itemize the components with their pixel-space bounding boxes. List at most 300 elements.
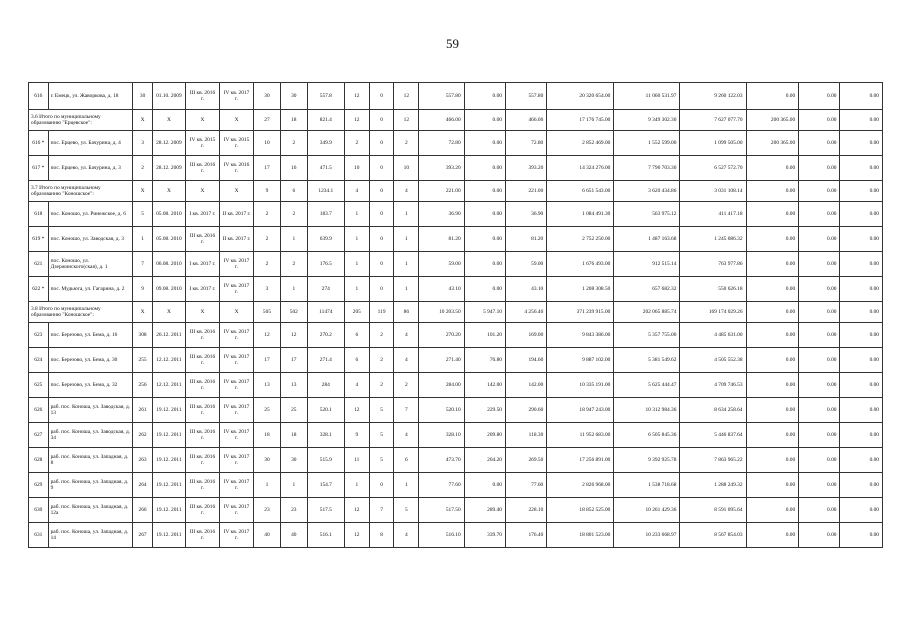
table-cell: 18 852 525.00: [547, 498, 614, 523]
table-cell: 0.00: [746, 156, 799, 181]
table-cell: раб. пос. Коноша, ул. Западная, д. 8: [48, 448, 133, 473]
table-cell: 10 312 984.36: [614, 398, 680, 423]
table-cell: 11: [344, 448, 369, 473]
table-cell: 194.60: [505, 348, 546, 373]
table-cell: 0.00: [840, 473, 883, 498]
table-cell: 12.12. 2011: [152, 348, 185, 373]
table-row: [29, 498, 883, 523]
table-cell: 0.00: [799, 323, 840, 348]
table-cell: 30: [254, 448, 281, 473]
table-cell: 0.00: [799, 498, 840, 523]
table-cell: 0: [369, 252, 394, 277]
table-cell: 557.80: [419, 83, 464, 110]
table-cell: I кв. 2017 г.: [185, 202, 219, 227]
table-cell: 2: [344, 131, 369, 156]
table-cell: 0.00: [840, 302, 883, 323]
table-cell: 471.5: [307, 156, 344, 181]
table-cell: 0.00: [799, 423, 840, 448]
table-cell: 2: [254, 202, 281, 227]
table-cell: 0.00: [799, 373, 840, 398]
table-cell: 0.00: [464, 156, 505, 181]
table-cell: 119: [369, 302, 394, 323]
table-cell: 11 952 683.00: [547, 423, 614, 448]
table-cell: 0.00: [746, 348, 799, 373]
table-cell: IV кв. 2017 г.: [219, 498, 253, 523]
table-cell: 9: [344, 423, 369, 448]
table-cell: 36.90: [505, 202, 546, 227]
table-cell: 0.00: [840, 252, 883, 277]
table-cell: 30: [133, 83, 153, 110]
table-cell: 86: [394, 302, 419, 323]
table-cell: 269.50: [505, 448, 546, 473]
table-cell: II кв. 2017 г.: [219, 227, 253, 252]
table-cell: 550 626.18: [680, 277, 746, 302]
table-cell: 101.20: [464, 323, 505, 348]
table-cell: 393.20: [505, 156, 546, 181]
table-cell: 9 843 386.00: [547, 323, 614, 348]
table-cell: 43.10: [419, 277, 464, 302]
table-cell: 0.00: [799, 473, 840, 498]
table-cell: 0.00: [799, 348, 840, 373]
table-cell: 1: [344, 202, 369, 227]
table-cell: 28.12. 2009: [152, 156, 185, 181]
table-cell: 01.10. 2009: [152, 83, 185, 110]
table-cell: 271.40: [419, 348, 464, 373]
table-cell: 77.60: [505, 473, 546, 498]
table-cell: 0.00: [840, 523, 883, 548]
table-cell: 72.80: [419, 131, 464, 156]
table-cell: III кв. 2016 г.: [185, 498, 219, 523]
table-cell: 183.7: [307, 202, 344, 227]
table-cell: 30: [280, 448, 307, 473]
table-cell: пос. Ерцево, ул. Бачурина, д. 4: [48, 131, 133, 156]
table-cell: 5: [394, 498, 419, 523]
table-cell: 0.00: [840, 498, 883, 523]
table-cell: 12: [344, 523, 369, 548]
table-cell: 23: [254, 498, 281, 523]
table-cell: 7 796 703.30: [614, 156, 680, 181]
table-cell: 267: [133, 523, 153, 548]
table-cell: 12: [344, 398, 369, 423]
table-cell: 202 065 885.74: [614, 302, 680, 323]
table-cell: 1 245 086.32: [680, 227, 746, 252]
table-row: [29, 448, 883, 473]
table-cell: 7: [394, 398, 419, 423]
table-cell: 1: [133, 227, 153, 252]
table-cell: 19.12. 2011: [152, 523, 185, 548]
table-cell: III кв. 2016 г.: [185, 83, 219, 110]
table-cell: 0: [369, 473, 394, 498]
table-cell: 0.00: [746, 277, 799, 302]
table-cell: 1 552 599.00: [614, 131, 680, 156]
page-number: 59: [446, 36, 459, 51]
table-cell: 0.00: [799, 202, 840, 227]
table-cell: 3.6 Итого по муниципальному образованию "Ерцевское":: [29, 110, 133, 131]
table-cell: IV кв. 2017 г.: [219, 348, 253, 373]
table-cell: 0.00: [840, 202, 883, 227]
table-cell: 0.00: [746, 252, 799, 277]
table-cell: 4: [344, 373, 369, 398]
table-cell: IV кв. 2017 г.: [219, 473, 253, 498]
table-cell: 4 485 631.00: [680, 323, 746, 348]
table-cell: 221.00: [419, 181, 464, 202]
table-cell: 628: [29, 448, 49, 473]
table-cell: 1: [280, 473, 307, 498]
table-cell: 40: [254, 523, 281, 548]
table-cell: 12: [344, 110, 369, 131]
table-cell: 12: [280, 323, 307, 348]
table-cell: 4 505 552.38: [680, 348, 746, 373]
table-cell: 256: [133, 373, 153, 398]
table-cell: 0.00: [746, 323, 799, 348]
subtotal-row: [29, 181, 883, 202]
table-cell: 0.00: [464, 277, 505, 302]
table-cell: пос. Ерцево, ул. Бачурина, д. 3: [48, 156, 133, 181]
table-cell: 19.12. 2011: [152, 448, 185, 473]
table-cell: 0: [369, 83, 394, 110]
table-cell: I кв. 2017 г.: [185, 277, 219, 302]
table-cell: X: [152, 110, 185, 131]
table-cell: 263: [133, 448, 153, 473]
table-row: [29, 473, 883, 498]
table-cell: 1: [394, 473, 419, 498]
table-cell: III кв. 2016 г.: [185, 227, 219, 252]
table-cell: 0.00: [746, 373, 799, 398]
table-cell: 81.20: [419, 227, 464, 252]
table-cell: 0.00: [746, 523, 799, 548]
table-cell: 0.00: [840, 156, 883, 181]
table-cell: 9 260 122.03: [680, 83, 746, 110]
table-cell: 0.00: [840, 277, 883, 302]
table-cell: пос. Коношо, ул. Ринежское, д. 6: [48, 202, 133, 227]
table-cell: раб. пос. Коноша, ул. Западная, д. 14: [48, 523, 133, 548]
table-cell: 10: [254, 131, 281, 156]
table-cell: 328.10: [419, 423, 464, 448]
table-cell: 912 515.14: [614, 252, 680, 277]
table-cell: 255: [133, 348, 153, 373]
table-cell: 18 801 523.00: [547, 523, 614, 548]
table-cell: 7 863 965.22: [680, 448, 746, 473]
table-row: [29, 348, 883, 373]
table-cell: IV кв. 2015 г.: [185, 131, 219, 156]
table-cell: 0.00: [746, 227, 799, 252]
table-row: [29, 202, 883, 227]
table-cell: 624: [29, 348, 49, 373]
table-cell: IV кв. 2017 г.: [219, 323, 253, 348]
table-cell: 13: [254, 373, 281, 398]
table-cell: 631: [29, 523, 49, 548]
table-cell: 0: [369, 227, 394, 252]
table-cell: 4: [394, 348, 419, 373]
table-cell: 19.12. 2011: [152, 423, 185, 448]
table-cell: 1 099 505.00: [680, 131, 746, 156]
table-cell: 3 031 108.14: [680, 181, 746, 202]
table-cell: 0.00: [746, 302, 799, 323]
table-cell: 4 256.40: [505, 302, 546, 323]
table-cell: 27: [254, 110, 281, 131]
table-cell: 05.08. 2010: [152, 227, 185, 252]
table-cell: 05.08. 2010: [152, 202, 185, 227]
table-cell: 1: [394, 252, 419, 277]
table-cell: 118.30: [505, 423, 546, 448]
table-cell: 616: [29, 83, 49, 110]
table-cell: 3: [254, 277, 281, 302]
table-cell: 466.00: [505, 110, 546, 131]
table-cell: 617 *: [29, 156, 49, 181]
table-cell: 821.4: [307, 110, 344, 131]
table-cell: 623: [29, 323, 49, 348]
table-cell: 36.90: [419, 202, 464, 227]
subtotal-row: [29, 110, 883, 131]
table-cell: 0.00: [840, 423, 883, 448]
table-cell: X: [185, 181, 219, 202]
table-cell: 0.00: [840, 181, 883, 202]
table-cell: 30: [254, 83, 281, 110]
table-cell: 12: [394, 110, 419, 131]
table-row: [29, 323, 883, 348]
table-cell: 142.00: [505, 373, 546, 398]
table-cell: 0.00: [464, 202, 505, 227]
table-cell: 5: [133, 202, 153, 227]
table-cell: 0.00: [464, 110, 505, 131]
table-row: [29, 83, 883, 110]
table-row: [29, 131, 883, 156]
table-cell: 270.20: [419, 323, 464, 348]
table-cell: 2: [280, 252, 307, 277]
table-cell: 10 203.50: [419, 302, 464, 323]
table-cell: 0: [369, 156, 394, 181]
table-cell: 3.8 Итого по муниципальному образованию "Коношское":: [29, 302, 133, 323]
table-cell: 6 651 543.00: [547, 181, 614, 202]
table-cell: 2: [280, 202, 307, 227]
table-cell: 1: [344, 227, 369, 252]
table-cell: 411 417.18: [680, 202, 746, 227]
table-cell: 19.12. 2011: [152, 398, 185, 423]
table-cell: 229.50: [464, 398, 505, 423]
table-cell: 5: [369, 398, 394, 423]
table-cell: 0.00: [840, 227, 883, 252]
table-cell: 516.1: [307, 523, 344, 548]
table-cell: 228.10: [505, 498, 546, 523]
table-cell: 0.00: [840, 83, 883, 110]
table-row: [29, 523, 883, 548]
table-cell: 14 324 276.00: [547, 156, 614, 181]
table-cell: 0: [369, 202, 394, 227]
table-cell: 12: [254, 323, 281, 348]
table-cell: 274: [307, 277, 344, 302]
table-cell: 4: [394, 323, 419, 348]
table-cell: 0.00: [840, 110, 883, 131]
table-cell: 763 977.86: [680, 252, 746, 277]
table-cell: IV кв. 2016 г.: [219, 156, 253, 181]
table-cell: 284: [307, 373, 344, 398]
table-cell: 466.00: [419, 110, 464, 131]
table-cell: 18: [254, 423, 281, 448]
table-cell: 59.00: [505, 252, 546, 277]
table-cell: 17: [254, 348, 281, 373]
table-cell: 1 288 249.32: [680, 473, 746, 498]
table-cell: 261: [133, 398, 153, 423]
table-row: [29, 373, 883, 398]
table-cell: 0.00: [799, 523, 840, 548]
table-cell: 10: [344, 156, 369, 181]
table-cell: 17: [254, 156, 281, 181]
table-cell: 4: [394, 181, 419, 202]
table-cell: 1234.1: [307, 181, 344, 202]
table-cell: 517.5: [307, 498, 344, 523]
table-cell: 17 176 745.00: [547, 110, 614, 131]
table-cell: 3 620 434.86: [614, 181, 680, 202]
table-cell: пос. Коношо, ул. Дзержинского(ская), д. 1: [48, 252, 133, 277]
table-row: [29, 252, 883, 277]
table-cell: 6: [280, 181, 307, 202]
table-cell: 2: [133, 156, 153, 181]
table-cell: 0.00: [464, 252, 505, 277]
table-cell: X: [152, 302, 185, 323]
table-cell: X: [185, 302, 219, 323]
table-cell: 1 487 163.68: [614, 227, 680, 252]
table-cell: X: [133, 110, 153, 131]
table-cell: 289.40: [464, 498, 505, 523]
table-cell: 517.50: [419, 498, 464, 523]
table-cell: 9 392 925.78: [614, 448, 680, 473]
table-cell: IV кв. 2017 г.: [219, 523, 253, 548]
table-cell: раб. пос. Коноша, ул. Заводская, д. 34: [48, 423, 133, 448]
table-cell: 0.00: [799, 448, 840, 473]
table-cell: 6: [344, 323, 369, 348]
table-cell: пос. Мудьюга, ул. Гагарина, д. 2: [48, 277, 133, 302]
table-cell: 0.00: [464, 131, 505, 156]
table-cell: 154.7: [307, 473, 344, 498]
table-cell: 5 357 755.00: [614, 323, 680, 348]
table-cell: 619 *: [29, 227, 49, 252]
table-cell: 290.60: [505, 398, 546, 423]
table-cell: 2 852 469.00: [547, 131, 614, 156]
table-cell: 262: [133, 423, 153, 448]
table-cell: 626: [29, 398, 49, 423]
table-cell: 0: [369, 131, 394, 156]
subtotal-row: [29, 302, 883, 323]
table-cell: 9: [133, 277, 153, 302]
table-cell: 142.00: [464, 373, 505, 398]
table-cell: 657 682.32: [614, 277, 680, 302]
table-cell: 11474: [307, 302, 344, 323]
table-cell: 169.00: [505, 323, 546, 348]
table-cell: 0.00: [799, 302, 840, 323]
table-cell: IV кв. 2017 г.: [219, 398, 253, 423]
table-cell: 0.00: [840, 448, 883, 473]
table-cell: 16: [280, 156, 307, 181]
table-cell: 0: [369, 110, 394, 131]
table-cell: 308: [133, 323, 153, 348]
table-cell: 0.00: [746, 83, 799, 110]
table-cell: 19.12. 2011: [152, 473, 185, 498]
table-cell: 204.20: [464, 448, 505, 473]
table-cell: 0.00: [799, 110, 840, 131]
table-cell: 4: [394, 523, 419, 548]
table-cell: 30: [280, 83, 307, 110]
table-cell: раб. пос. Коноша, ул. Западная, д. 12а: [48, 498, 133, 523]
table-cell: 205: [344, 302, 369, 323]
table-cell: 2: [254, 252, 281, 277]
table-cell: 502: [280, 302, 307, 323]
table-cell: III кв. 2016 г.: [185, 523, 219, 548]
table-cell: 6 527 572.70: [680, 156, 746, 181]
table-cell: 209.80: [464, 423, 505, 448]
table-cell: 2: [369, 348, 394, 373]
table-cell: 10 261 429.36: [614, 498, 680, 523]
table-cell: 3: [133, 131, 153, 156]
table-cell: 8 634 258.64: [680, 398, 746, 423]
table-cell: IV кв. 2017 г.: [219, 423, 253, 448]
table-cell: 25: [280, 398, 307, 423]
table-cell: 0.00: [464, 227, 505, 252]
table-cell: 200 365.00: [746, 131, 799, 156]
table-cell: г. Емецк, ул. Жаворкова, д. 18: [48, 83, 133, 110]
table-cell: 20 320 654.00: [547, 83, 614, 110]
table-cell: 5 947.10: [464, 302, 505, 323]
table-cell: II кв. 2017 г.: [219, 202, 253, 227]
table-cell: 72.80: [505, 131, 546, 156]
table-row: [29, 227, 883, 252]
table-cell: X: [185, 110, 219, 131]
table-cell: 284.00: [419, 373, 464, 398]
table-row: [29, 423, 883, 448]
table-cell: 0.00: [464, 473, 505, 498]
table-cell: 621: [29, 252, 49, 277]
table-cell: 616 *: [29, 131, 49, 156]
table-cell: X: [219, 110, 253, 131]
table-cell: 625: [29, 373, 49, 398]
table-cell: 11 060 531.97: [614, 83, 680, 110]
table-cell: IV кв. 2017 г.: [219, 252, 253, 277]
table-cell: 4 709 746.53: [680, 373, 746, 398]
table-cell: III кв. 2016 г.: [185, 156, 219, 181]
table-cell: 1 084 491.30: [547, 202, 614, 227]
table-cell: 1: [254, 473, 281, 498]
table-cell: 0.00: [799, 277, 840, 302]
table-cell: 520.1: [307, 398, 344, 423]
table-cell: 0.00: [746, 398, 799, 423]
table-cell: 0.00: [464, 83, 505, 110]
table-cell: 339.70: [464, 523, 505, 548]
table-cell: 0.00: [746, 181, 799, 202]
table-cell: 1: [344, 473, 369, 498]
table-cell: X: [219, 302, 253, 323]
table-cell: пос. Коношо, ул. Заводская, д. 3: [48, 227, 133, 252]
table-cell: 12.12. 2011: [152, 373, 185, 398]
table-cell: 2: [369, 373, 394, 398]
table-cell: 1 208 308.50: [547, 277, 614, 302]
table-cell: 271.4: [307, 348, 344, 373]
table-cell: 1: [280, 227, 307, 252]
table-cell: 8 567 854.03: [680, 523, 746, 548]
table-cell: 2: [254, 227, 281, 252]
table-row: [29, 398, 883, 423]
table-cell: 5 446 837.64: [680, 423, 746, 448]
table-cell: 19.12. 2011: [152, 498, 185, 523]
table-cell: 0.00: [746, 423, 799, 448]
table-cell: 1 676 493.00: [547, 252, 614, 277]
table-cell: 17 256 891.00: [547, 448, 614, 473]
table-cell: 0.00: [799, 131, 840, 156]
table-cell: 1: [394, 227, 419, 252]
table-cell: 515.9: [307, 448, 344, 473]
table-cell: 200 365.00: [746, 110, 799, 131]
table-cell: 8: [369, 523, 394, 548]
table-cell: III кв. 2016 г.: [185, 348, 219, 373]
table-cell: 0.00: [799, 181, 840, 202]
